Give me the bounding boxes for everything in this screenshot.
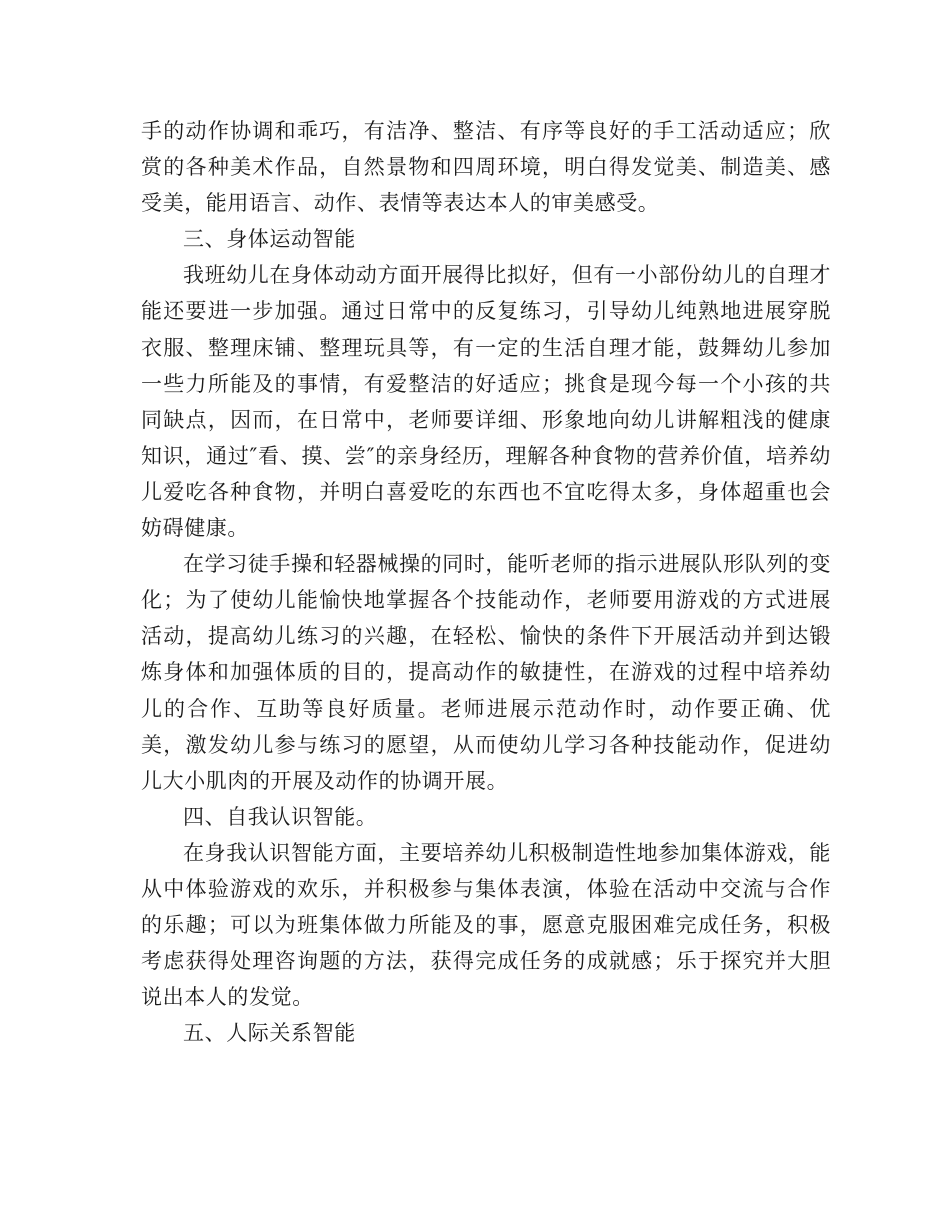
section-heading-interpersonal: 五、人际关系智能: [183, 1021, 356, 1046]
document-body: [141, 113, 831, 1051]
section-heading-physical-motor: 三、身体运动智能: [183, 227, 356, 252]
section-heading-self-awareness: 四、自我认识智能。: [183, 804, 378, 829]
paragraph-physical-self-care: 我班幼儿在身体动动方面开展得比拟好，但有一小部份幼儿的自理才能还要进一步加强。通过日常中的反复练习，引导幼儿纯熟地进展穿脱衣服、整理床铺、整理玩具等，有一定的生活自理才能，鼓舞幼儿参加一些力所能及的事情，有爱整洁的好适应；挑食是现今每一个小孩的共同缺点，因而，在日常中，老师要详细、形象地向幼儿讲解粗浅的健康知识，通过″看、摸、尝″的亲身经历，理解各种食物的营养价值，培养幼儿爱吃各种食物，并明白喜爱吃的东西也不宜吃得太多，身体超重也会妨碍健康。: [141, 263, 831, 541]
paragraph-art-continued: 手的动作协调和乖巧，有洁净、整洁、有序等良好的手工活动适应；欣赏的各种美术作品，自然景物和四周环境，明白得发觉美、制造美、感受美，能用语言、动作、表情等表达本人的审美感受。: [141, 119, 831, 216]
paragraph-self-awareness: 在身我认识智能方面，主要培养幼儿积极制造性地参加集体游戏，能从中体验游戏的欢乐，并积极参与集体表演，体验在活动中交流与合作的乐趣；可以为班集体做力所能及的事，愿意克服困难完成任务，积极考虑获得处理咨询题的方法，获得完成任务的成就感；乐于探究并大胆说出本人的发觉。: [141, 840, 831, 1010]
paragraph-physical-exercise: 在学习徒手操和轻器械操的同时，能听老师的指示进展队形队列的变化；为了使幼儿能愉快地掌握各个技能动作，老师要用游戏的方式进展活动，提高幼儿练习的兴趣，在轻松、愉快的条件下开展活动并到达锻炼身体和加强体质的目的，提高动作的敏捷性，在游戏的过程中培养幼儿的合作、互助等良好质量。老师进展示范动作时，动作要正确、优美，激发幼儿参与练习的愿望，从而使幼儿学习各种技能动作，促进幼儿大小肌肉的开展及动作的协调开展。: [141, 552, 831, 793]
